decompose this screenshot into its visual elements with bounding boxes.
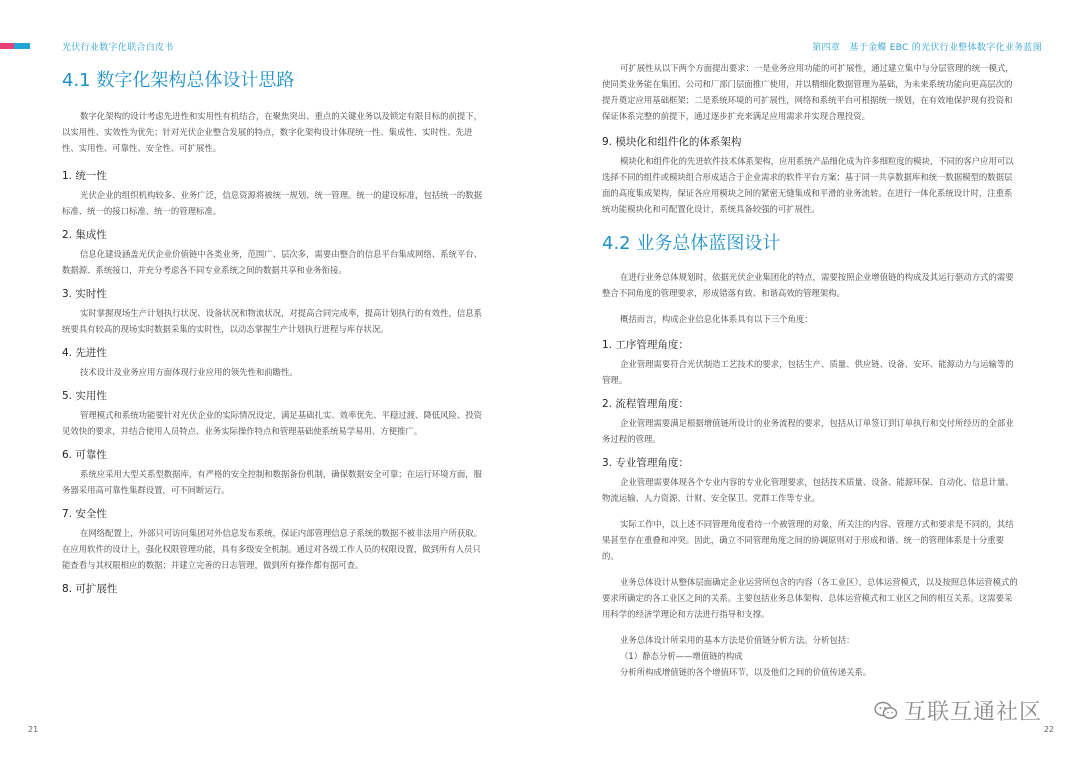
section-text: 在网络配置上，外部只可访问集团对外信息发布系统，保证内部管理信息子系统的数据不被非法用户所获取。在应用软件的设计上，强化权限管理功能，具有多级安全机制。通过对各级工作人员的权限设置，做到所有人员只能查看与其权限相应的数据；并建立完善的日志管理，做到所有操作都有据可查。: [62, 528, 482, 570]
section-title: 1. 统一性: [62, 170, 107, 182]
intro-paragraph: 数字化架构的设计考虑先进性和实用性有机结合，在聚焦突出、重点的关键业务以及锁定有限目标的前提下，以实用性、实效性为优先；针对光伏企业整合发展的特点，数字化架构设计体现统一性、集成性、实时性、先进性、实用性、可靠性、安全性、可扩展性。: [62, 111, 482, 153]
section-title: 2. 流程管理角度：: [602, 398, 689, 410]
section-heading-4-2: 4.2 业务总体蓝图设计: [602, 233, 781, 254]
blueprint-paragraph-2: 概括而言，构成企业信息化体系具有以下三个角度：: [620, 314, 813, 324]
section-text: 技术设计及业务应用方面体现行业应用的领先性和前瞻性。: [80, 367, 298, 377]
section-extensibility: [62, 581, 484, 597]
section-practicality: [62, 388, 484, 439]
extensibility-continued: 可扩展性从以下两个方面提出要求：一是业务应用功能的可扩展性，通过建立集中与分层管理的统一模式，使同类业务能在集团、公司和厂部门层面推广使用，并以精细化数据管理为基础，为未来系统功能向更高层次的提升奠定应用基础框架；二是系统环境的可扩展性，网络和系统平台可根据统一规划，在有效地保护现有投资和保证体系完整的前提下，通过逐步扩充来满足应用需求并实现合理投资。: [602, 63, 1014, 121]
section-title: 3. 专业管理角度：: [602, 457, 689, 469]
section-security: [62, 506, 484, 573]
angle-professional: [602, 455, 1020, 506]
section-text: 企业管理需要体现各个专业内容的专业化管理要求，包括技术质量、设备、能源环保、自动化、信息计量、物流运输、人力资源、计财、安全保卫、党群工作等专业。: [602, 477, 1014, 503]
page-number-left: 21: [28, 725, 39, 734]
section-realtime: [62, 286, 484, 337]
section-reliability: [62, 447, 484, 498]
section-title: 4. 先进性: [62, 347, 107, 359]
section-title: 6. 可靠性: [62, 449, 107, 461]
blueprint-paragraph-3: 实际工作中，以上述不同管理角度看待一个被管理的对象，所关注的内容、管理方式和要求是不同的，其结果甚至存在重叠和冲突。因此，确立不同管理角度之间的协调原则对于形成和谐、统一的管理体系是十分重要的。: [602, 519, 1014, 561]
running-header-left: 光伏行业数字化联合白皮书: [62, 43, 174, 53]
section-integration: [62, 227, 484, 278]
accent-bar-pink: [0, 43, 14, 49]
section-title: 9. 模块化和组件化的体系架构: [602, 136, 742, 148]
left-page: [62, 60, 484, 600]
blueprint-paragraph-4: 业务总体设计从整体层面确定企业运营所包含的内容（各工业区），总体运营模式，以及按照总体运营模式的要求所确定的各工业区之间的关系。主要包括业务总体架构、总体运营模式和工业区之间的相互关系。这需要采用科学的经济学理论和方法进行指导和支撑。: [602, 577, 1018, 619]
running-header-right: 第四章 基于金蝶 EBC 的光伏行业整体数字化业务蓝图: [812, 43, 1042, 53]
page-number-right: 22: [1043, 725, 1054, 734]
section-title: 2. 集成性: [62, 229, 107, 241]
right-page: [602, 60, 1020, 680]
section-text: 光伏企业的组织机构较多、业务广泛，信息资源将被统一规划、统一管理。统一的建设标准，包括统一的数据标准、统一的接口标准、统一的管理标准。: [62, 190, 482, 216]
blueprint-paragraph-1: 在进行业务总体规划时，依据光伏企业集团化的特点，需要按照企业增值链的构成及其运行驱动方式的需要整合不同角度的管理要求，形成错落有致、和谐高效的管理架构。: [602, 272, 1014, 298]
section-unity: [62, 168, 484, 219]
accent-bar-blue: [14, 43, 30, 49]
section-heading-4-1: 4.1 数字化架构总体设计思路: [62, 70, 295, 91]
section-title: 8. 可扩展性: [62, 583, 118, 595]
section-title: 7. 安全性: [62, 508, 107, 520]
section-text: 企业管理需要满足根据增值链所设计的业务流程的要求，包括从订单签订到订单执行和交付所经历的全部业务过程的管理。: [602, 418, 1014, 444]
section-title: 1. 工序管理角度：: [602, 339, 689, 351]
section-title: 5. 实用性: [62, 390, 107, 402]
section-text: 信息化建设涵盖光伏企业价值链中各类业务，范围广、层次多，需要由整合的信息平台集成网络、系统平台、数据源、系统接口，并充分考虑各不同专业系统之间的数据共享和业务衔接。: [62, 249, 482, 275]
blueprint-paragraph-5-detail: 分析所构成增值链的各个增值环节，以及他们之间的价值传递关系。: [620, 667, 872, 677]
watermark-text: 互联互通社区: [903, 700, 1042, 725]
section-text: 实时掌握现场生产计划执行状况、设备状况和物流状况，对提高合同完成率，提高计划执行的有效性，信息系统要具有较高的现场实时数据采集的实时性，以动态掌握生产计划执行进程与库存状况。: [62, 308, 482, 334]
blueprint-paragraph-5-item: （1）静态分析——增值链的构成: [620, 651, 743, 661]
section-text: 管理模式和系统功能要针对光伏企业的实际情况设定，满足基础扎实、效率优先、平稳过渡、降低风险、投资见效快的要求，并结合使用人员特点、业务实际操作特点和管理基础使系统易学易用、方便推广。: [62, 410, 482, 436]
section-text: 模块化和组件化的先进软件技术体系架构，应用系统产品细化成为许多细粒度的模块，不同的客户应用可以选择不同的组件或模块组合形成适合于企业需求的软件平台方案；基于同一共享数据库和统一数据模型的数据层面的高度集成架构，保证各应用模块之间的紧密无缝集成和平滑的业务流转。在进行一体化系统设计时，注重系统功能模块化和可配置化设计，系统具备较强的可扩展性。: [602, 156, 1014, 214]
angle-workflow: [602, 396, 1020, 447]
angle-process: [602, 337, 1020, 388]
section-text: 系统应采用大型关系型数据库，有严格的安全控制和数据备份机制，确保数据安全可靠；在运行环境方面，服务器采用高可靠性集群设置，可不间断运行。: [62, 469, 482, 495]
blueprint-paragraph-5: 业务总体设计所采用的基本方法是价值链分析方法。分析包括：: [620, 635, 855, 645]
section-modular: [602, 134, 1020, 217]
section-advanced: [62, 345, 484, 380]
watermark: [874, 695, 1042, 726]
section-title: 3. 实时性: [62, 288, 107, 300]
wechat-icon: [874, 701, 898, 721]
section-text: 企业管理需要符合光伏制造工艺技术的要求，包括生产、质量、供应链、设备、安环、能源动力与运输等的管理。: [602, 359, 1014, 385]
